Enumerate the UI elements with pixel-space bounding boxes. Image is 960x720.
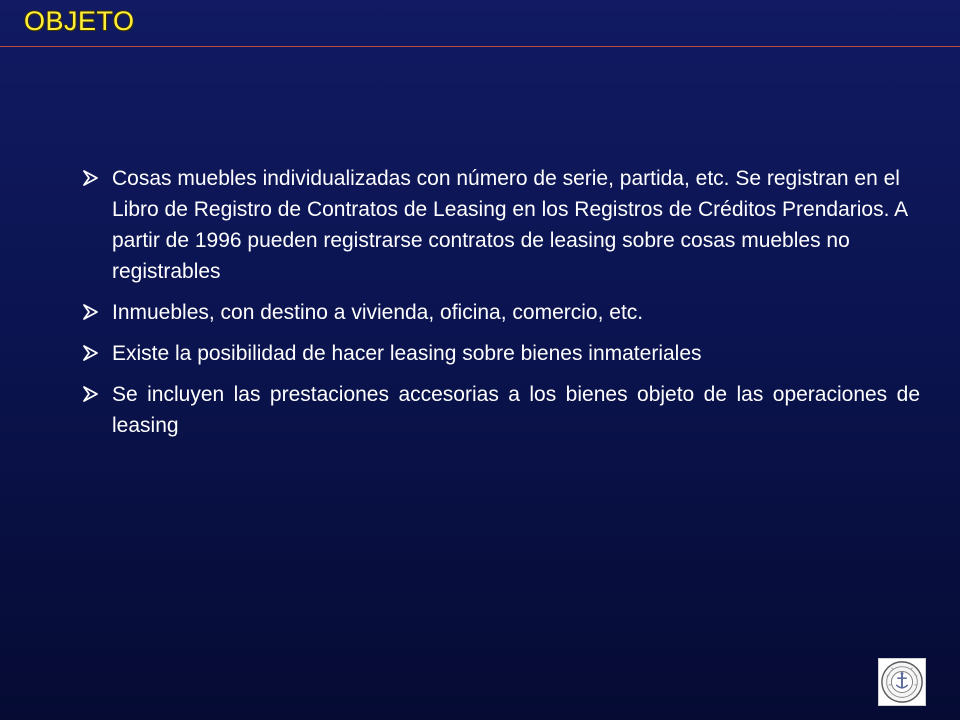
institution-seal-icon [878, 658, 926, 706]
bullet-item [80, 297, 920, 328]
bullet-item [80, 338, 920, 369]
bullet-text: Existe la posibilidad de hacer leasing sobre bienes inmateriales [112, 342, 702, 365]
arrowhead-bullet-icon [82, 345, 98, 361]
bullet-text: Se incluyen las prestaciones accesorias a los bienes objeto de las operaciones de leasing [112, 383, 920, 437]
arrowhead-bullet-icon [82, 170, 98, 186]
bullet-list [80, 163, 920, 451]
arrowhead-bullet-icon [82, 304, 98, 320]
bullet-text: Cosas muebles individualizadas con número de serie, partida, etc. Se registran en el Libro de Registro de Contratos de Leasing en los Registros de Créditos Prendarios. A partir de 1996 pueden registrarse contratos de leasing sobre cosas muebles no registrables [112, 167, 907, 283]
slide-title: OBJETO [24, 6, 135, 36]
arrowhead-bullet-icon [82, 386, 98, 402]
seal-graphic [879, 659, 925, 705]
bullet-text: Inmuebles, con destino a vivienda, oficina, comercio, etc. [112, 301, 644, 324]
bullet-item [80, 379, 920, 441]
bullet-item [80, 163, 920, 287]
title-divider [0, 46, 960, 47]
